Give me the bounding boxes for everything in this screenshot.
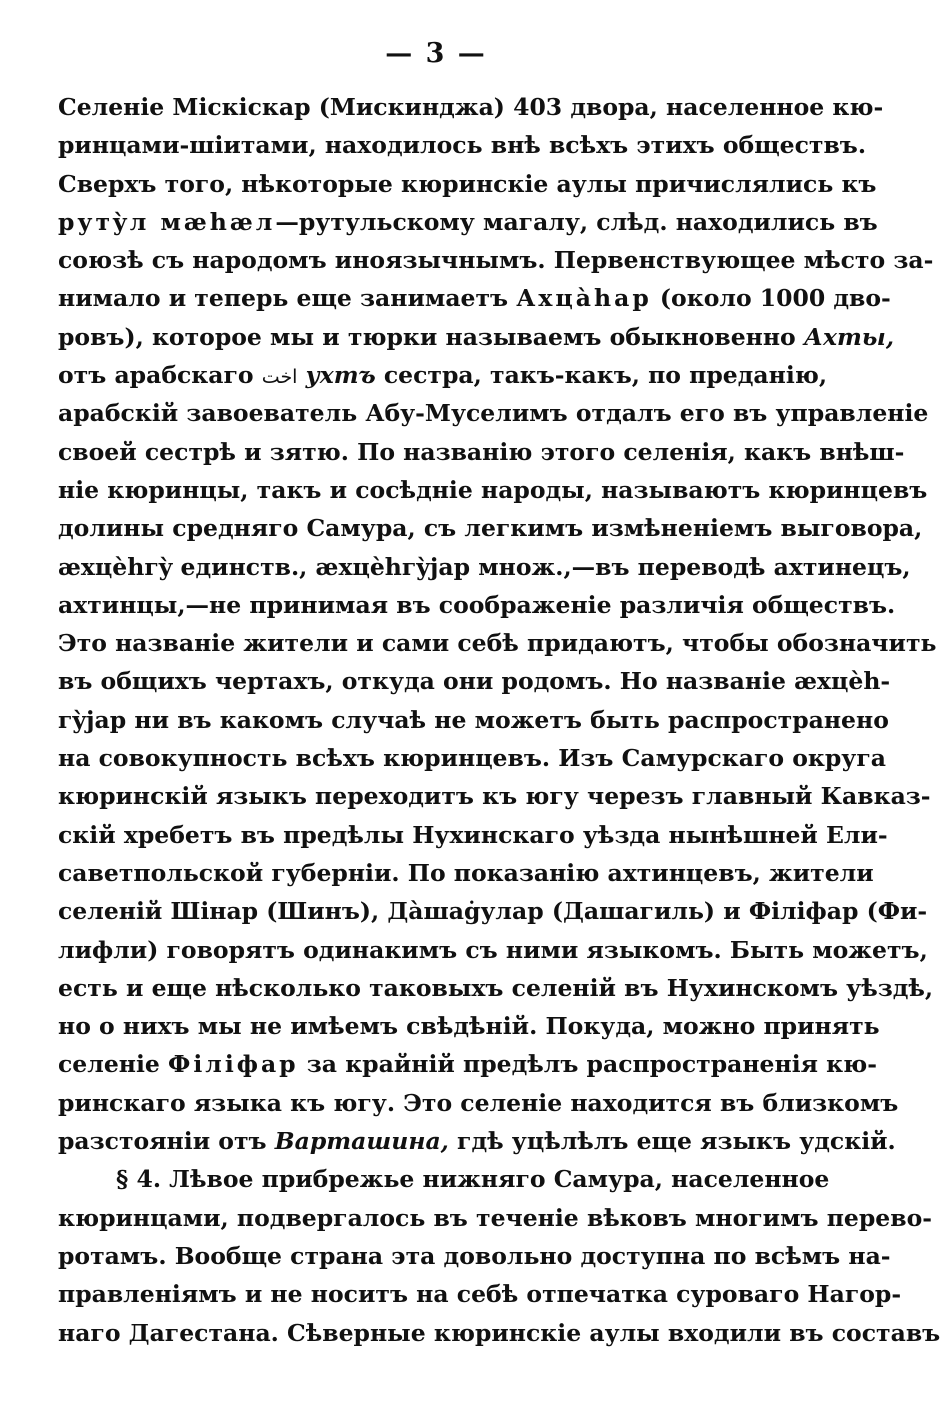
text-line: кюринцами, подвергалось въ теченіе вѣковъ многимъ перево- — [58, 1203, 933, 1232]
text-line: ніе кюринцы, такъ и сосѣдніе народы, называютъ кюринцевъ — [58, 475, 928, 504]
text-line: долины средняго Самура, съ легкимъ измѣненіемъ выговора, — [58, 514, 923, 543]
text-run: за крайній предѣлъ распространенія кю- — [298, 1050, 878, 1079]
text-line: есть и еще нѣсколько таковыхъ селеній въ Нухинскомъ уѣздѣ, — [58, 973, 934, 1002]
text-run: сестра, такъ-какъ, по преданію, — [375, 361, 828, 390]
text-line: ринцами-шіитами, находилось внѣ всѣхъ этихъ обществъ. — [58, 131, 867, 160]
text-line: ротамъ. Вообще страна эта довольно доступна по всѣмъ на- — [58, 1241, 891, 1270]
text-run: нимало и теперь еще занимаетъ — [58, 284, 517, 313]
italic-term: Ахты, — [803, 322, 895, 351]
text-run: гдѣ уцѣлѣлъ еще языкъ удскій. — [448, 1127, 896, 1156]
text-line: Селеніе Міскіскар (Мискинджа) 403 двора, населенное кю- — [58, 93, 884, 121]
text-line: Сверхъ того, нѣкоторые кюринскіе аулы причислялись къ — [58, 169, 877, 198]
text-line: правленіямъ и не носитъ на себѣ отпечатка суроваго Нагор- — [58, 1280, 902, 1309]
text-line: на совокупность всѣхъ кюринцевъ. Изъ Самурскаго округа — [58, 744, 886, 773]
text-line: наго Дагестана. Сѣверные кюринскіе аулы входили въ составъ — [58, 1318, 940, 1347]
text-line: Это названіе жители и сами себѣ придаютъ, чтобы обозначить — [58, 629, 937, 658]
text-line — [58, 318, 895, 356]
native-term: Ахцàhар — [516, 284, 652, 313]
text-line: гỳјар ни въ какомъ случаѣ не можетъ быть распространено — [58, 705, 889, 734]
text-line: арабскій завоеватель Абу-Муселимъ отдалъ его въ управленіе — [58, 399, 929, 428]
text-line: скій хребетъ въ предѣлы Нухинскаго уѣзда нынѣшней Ели- — [58, 820, 888, 849]
text-line — [58, 279, 891, 317]
text-line: саветпольской губерніи. По показанію ахтинцевъ, жители — [58, 858, 874, 887]
text-line: своей сестрѣ и зятю. По названію этого селенія, какъ внѣш- — [58, 437, 905, 466]
text-run: ровъ), которое мы и тюрки называемъ обыкновенно — [58, 322, 804, 351]
text-line — [58, 356, 828, 394]
text-run: селеніе — [58, 1050, 169, 1079]
arabic-word: اخت — [261, 366, 298, 389]
page-number: — 3 — — [385, 38, 487, 69]
text-line: селеній Шінар (Шинъ), Дàшаġулар (Дашагиль) и Філіфар (Фи- — [58, 897, 928, 926]
text-line: ринскаго языка къ югу. Это селеніе находится въ близкомъ — [58, 1088, 899, 1117]
text-line — [58, 203, 878, 241]
text-run: разстояніи отъ — [58, 1127, 275, 1156]
text-run: (около 1000 дво- — [651, 284, 891, 313]
text-line: кюринскій языкъ переходитъ къ югу черезъ главный Кавказ- — [58, 782, 931, 811]
section-heading-line: § 4. Лѣвое прибрежье нижняго Самура, населенное — [116, 1165, 830, 1194]
text-run: —рутульскому магалу, слѣд. находились въ — [275, 207, 878, 236]
italic-term: ухтъ — [297, 361, 376, 390]
text-line: въ общихъ чертахъ, откуда они родомъ. Но названіе æхцèh- — [58, 667, 891, 696]
text-line — [58, 1122, 896, 1160]
text-line: но о нихъ мы не имѣемъ свѣдѣній. Покуда, можно принять — [58, 1012, 880, 1041]
italic-term: Варташина, — [274, 1127, 449, 1156]
native-term: рутỳл мæhæл — [58, 207, 276, 236]
text-line — [58, 1045, 878, 1083]
text-run: отъ арабскаго — [58, 361, 262, 390]
text-line: ахтинцы,—не принимая въ соображеніе различія обществъ. — [58, 590, 896, 619]
text-line: союзѣ съ народомъ иноязычнымъ. Первенствующее мѣсто за- — [58, 246, 934, 275]
text-line: æхцèhгỳ единств., æхцèhгỳјар множ.,—въ переводѣ ахтинецъ, — [58, 552, 911, 581]
native-term: Філіфар — [168, 1050, 299, 1079]
body-text — [58, 88, 940, 1352]
text-line: лифли) говорятъ одинакимъ съ ними языкомъ. Быть можетъ, — [58, 935, 928, 964]
